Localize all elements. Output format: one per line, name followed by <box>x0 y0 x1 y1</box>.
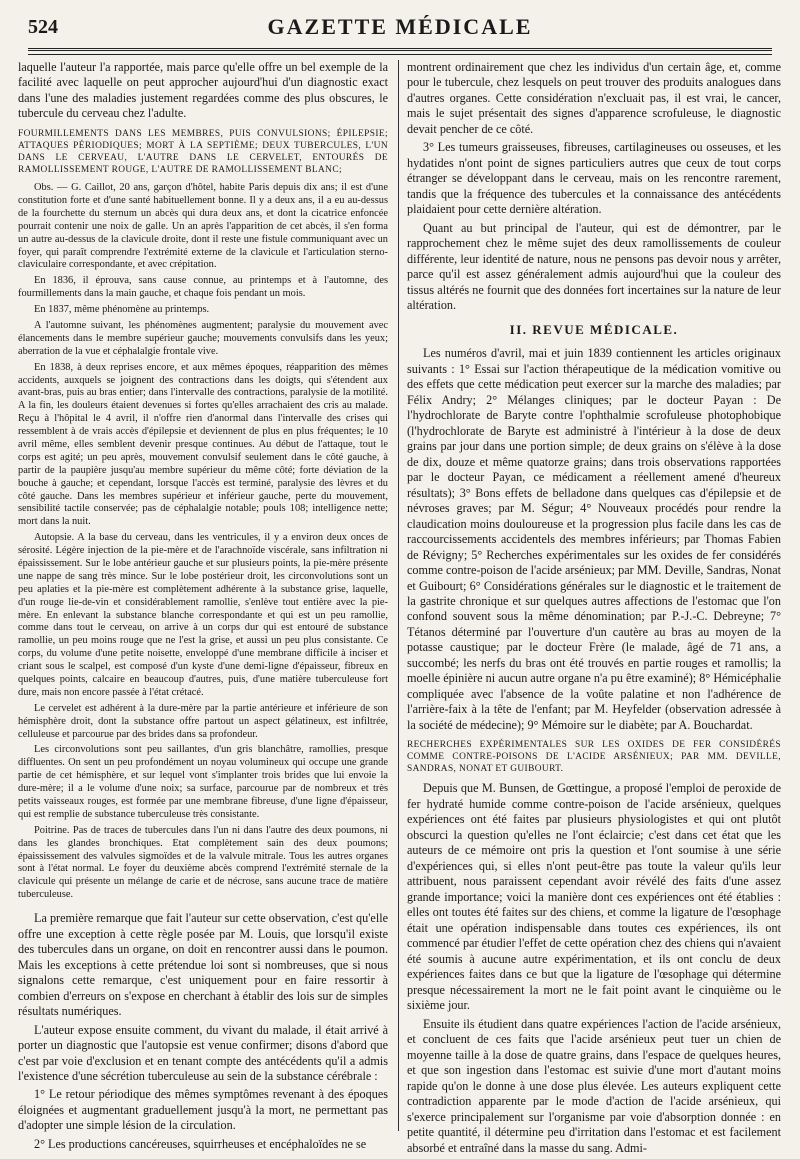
paragraph-1837: En 1837, même phénomène au printemps. <box>34 304 210 316</box>
paragraph-autopsy: Autopsie. A la base du cerveau, dans les ventricules, il y a environ deux onces de sérosité. Légère injection de la pie-mère et de l'arachnoïde viscérale, sans infiltration ni épaississement. Sur le lobe antérieur gauche et sur plusieurs points, la pie-mère présente une nappe de sang très mince. Sur le lobe postérieur droit, les circonvolutions sont un peu aplaties et la pie-mère est complètement adhérente à la substance grise, laquelle, d'un rouge lie-de-vin et considérablement ramollie, s'enlève tout entière avec la pie-mère. En enlevant la substance blanche correspondante et qui est un peu ramollie, comme dans tout le cerveau, on arrive à un corps dur qui est entouré de substance ramollie, un peu moins rouge que ne l'est la grise, et aussi un peu plus consistante. Ce corps, du volume d'une petite noisette, enveloppé d'une membrane difficile à inciser et criant sous le scalpel, est composé d'un kyste d'une demi-ligne d'épaisseur, fibreux en quelques points, calcaire en beaucoup d'autres, puis, d'une matière tuberculeuse fort dure, mais non encore passée à l'état crétacé. <box>18 532 388 698</box>
column-separator <box>398 60 399 1131</box>
paragraph-bunsen: Depuis que M. Bunsen, de Gœttingue, a proposé l'emploi de peroxide de fer hydraté humide comme contre-poison de l'acide arsénieux, quelques expériences ont été faites par plusieurs physiologistes et qui ont plutôt obscurci la question qu'elles ne l'ont éclaircie; c'est dans cet état que les auteurs de ce mémoire ont pris la question et l'ont soumise à une série d'expériences qui, si elles n'ont peut-être pas toute la valeur qu'ils leur attribuent, nous paraissent cependant avoir révélé des faits d'une assez grande importance; voici la manière dont ces expériences ont été établies : elles ont toutes été faites sur des chiens, et comme la ligature de l'œsophage était une opération indispensable dans toutes ces expériences, ils ont commencé par étudier l'effet de cette opération chez des chiens qui n'avaient été soumis à aucune autre expérimentation, et ils ont conclu de deux expériences faites dans ce but que la ligature de l'œsophage qui détermine presque nécessairement la mort ne le fait point avant le cinquième ou le sixième jour. <box>407 781 781 1013</box>
right-column <box>407 60 781 1159</box>
paragraph-cerebellum: Le cervelet est adhérent à la dure-mère par la partie antérieure et inférieure de son hémisphère droit, dont la substance offre partout un aspect gélatineux, est infiltrée, celluleuse et parcourue par des brides dans sa profondeur. <box>18 702 388 740</box>
paragraph-1836: En 1836, il éprouva, sans cause connue, au printemps et à l'automne, des fourmillements dans la main gauche, et chaque fois pendant un mois. <box>18 275 388 300</box>
paragraph-purpose: Quant au but principal de l'auteur, qui est de démontrer, par le rapprochement chez le même sujet des deux ramollissements de couleur différente, leur identité de nature, nous ne pensons pas devoir nous y arrêter, parce qu'il est assez généralement admis aujourd'hui que la couleur des tissus altérés ne fournit que des données fort incertaines sur la nature de leur altération. <box>407 220 781 313</box>
journal-title: GAZETTE MÉDICALE <box>267 14 533 39</box>
paragraph-autumn: A l'automne suivant, les phénomènes augmentent; paralysie du mouvement avec élancements dans le membre supérieur gauche; mouvements convulsifs dans les yeux; aberration de la vue et céphalalgie frontale vive. <box>18 319 388 357</box>
observation-block <box>18 182 388 902</box>
paragraph-continued: montrent ordinairement que chez les individus d'un certain âge, et, comme pour le tubercule, chez lesquels on peut trouver des produits analogues dans d'autres organes. Cette considération n'excluait pas, il est vrai, le cancer, mais le sujet présentait des signes d'apparence scrofuleuse, le diagnostic devait pencher de ce côté. <box>407 60 781 136</box>
header-rule <box>28 48 772 55</box>
paragraph-1838: En 1838, à deux reprises encore, et aux mêmes époques, réapparition des mêmes accidents, auxquels se joignent des contractions dans les doigts, qui s'étendent aux avant-bras, puis au bras entier; dans l'intervalle des contractions, paralysie de la motilité. A la fin, les douleurs étaient devenues si fortes qu'elles arrachaient des cris au malade. Reçu à l'hôpital le 4 avril, il n'offre rien d'anormal dans l'intervalle des crises qui ressemblent à de vrais accès d'épilepsie et deviennent de plus en plus fréquentes; le 10 avril même, elles semblent devenir presque continues. Au début de l'attaque, tout le corps est agité; un peu après, mouvement convulsif seulement dans le côté gauche, à partir de la paupière jusqu'au membre supérieur du même côté; forte déviation de la bouche à gauche; et cependant, lorsque l'accès est terminé, paralysie des lèvres et du côté gauche. Dans les membres supérieur et inférieur gauche, perte du mouvement, sensibilité tactile conservée; pas de céphalalgie notable; pouls 108; intelligence nette; mort dans la nuit. <box>18 361 388 528</box>
case-heading: FOURMILLEMENTS DANS LES MEMBRES, PUIS CONVULSIONS; ÉPILEPSIE; ATTAQUES PÉRIODIQUES; MORT À LA SEPTIÈME; DEUX TUBERCULES, L'UN DANS LE CERVEAU, L'AUTRE DANS LE CERVELET, ENTOURÉS DE RAMOLLISSEMENT ROUGE, L'AUTRE DE RAMOLLISSEMENT BLANC; <box>18 128 388 176</box>
paragraph-convolutions: Les circonvolutions sont peu saillantes, d'un gris blanchâtre, ramollies, presque diffluentes. On sent un peu profondément un noyau volumineux qui occupe une grande partie de cet hémisphère, et sur lequel vont s'implanter trois brides que lui envoie la dure-mère; il a le volume d'une noix; sa surface, parcourue par de nombreux et très petits vaisseaux rouges, est formée par une membrane fibreuse, d'une ligne d'épaisseur, qui est remplie de substance tuberculeuse très consistante. <box>18 744 388 820</box>
section-heading: II. REVUE MÉDICALE. <box>509 321 679 337</box>
paragraph-point-3: 3° Les tumeurs graisseuses, fibreuses, cartilagineuses ou osseuses, et les hydatides n'ont point de signes particuliers autres que ceux de tout corps étranger se développant dans le cerveau, mais on les rencontre rarement, tandis que la fréquence des tubercules et la connaissance des antécédents plaidaient pour cette dernière altération. <box>407 140 781 217</box>
paragraph-remark: La première remarque que fait l'auteur sur cette observation, c'est qu'elle offre une exception à cette règle posée par M. Louis, que lorsqu'il existe des tubercules dans un organe, on doit en rencontrer aussi dans le poumon. Mais les exceptions à cette prétendue loi sont si nombreuses, que si nous signalons cette remarque, c'est uniquement pour en faire ressortir à combien d'erreurs on s'expose en cherchant à établir des lois sur de simples résultats numériques. <box>18 911 388 1019</box>
paragraph-point-1: 1° Le retour périodique des mêmes symptômes revenant à des époques éloignées et augmentant graduellement jusqu'à la mort, ne permettant pas d'adopter une simple lésion de la circulation. <box>18 1087 388 1133</box>
article-heading: RECHERCHES EXPÉRIMENTALES SUR LES OXIDES DE FER CONSIDÉRÉS COMME CONTRE-POISONS DE L'ACIDE ARSÉNIEUX; PAR MM. DEVILLE, SANDRAS, NONAT ET GUIBOURT. <box>407 740 781 775</box>
paragraph-issues: Les numéros d'avril, mai et juin 1839 contiennent les articles originaux suivants : 1° Essai sur l'action thérapeutique de la médication vomitive ou des effets que cette médication peut exercer sur la marche des maladies; par Félix Andry; 2° Mélanges cliniques; par le docteur Payan : De l'hydrochlorate de Baryte contre l'ophthalmie scrofuleuse photophobique (l'hydrochlorate de Baryte est administré à l'intérieur à la dose de deux grains par jour dans une portion simple; de deux grains on s'élève à la dose de dix, douze et même quatorze grains; dans trois observations rapportées par le docteur Payan, ce médicament a réellement amené d'heureux résultats); 3° Bons effets de belladone dans quelques cas d'épilepsie et de névroses graves; par M. Ségur; 4° Nouveaux procédés pour rendre la claudication moins douloureuse et la progression plus facile dans les cas de raccourcissements accidentels des membres inférieurs; par Thomas Fabien de Révigny; 5° Recherches expérimentales sur les oxides de fer considérés comme contre-poison de l'acide arsénieux; par MM. Deville, Sandras, Nonat et Guibourt; 6° Considérations générales sur le diagnostic et le traitement de la gastrite chronique et sur quelques autres affections de l'estomac que l'on confond souvent sous la même dénomination; par P.-J.-C. Debreyne; 7° Tétanos déterminé par l'ouverture d'un cautère au bras au moyen de la potasse caustique; par le docteur Frère (le malade, âgé de 71 ans, a succombé; les nerfs du bras ont été trouvés en partie rouges et ramollis; la moelle épinière ni aucun autre organe n'a pu être examiné); 8° Hémicéphalie compliquée avec l'absence de la voûte palatine et non l'adhérence de l'arrière-faix à la tête de l'enfant; par M. Heyfelder (observation adressée à la société de médecine); 9° Mémoire sur le diabète; par A. Bouchardat. <box>407 346 781 732</box>
page-number: 524 <box>28 16 58 38</box>
paragraph-diagnosis: L'auteur expose ensuite comment, du vivant du malade, il était arrivé à porter un diagnostic que l'autopsie est venue confirmer; disons d'abord que c'est par voie d'exclusion et en tenant compte des antécédents qu'il a admis l'existence d'une sécrétion tuberculeuse au sein de la substance cérébrale : <box>18 1022 388 1083</box>
paragraph-experiments: Ensuite ils étudient dans quatre expériences l'action de l'acide arsénieux, et concluent de ces faits que l'acide arsénieux peut tuer un chien de moyenne taille à la dose de quatre grains, dans l'espace de quelques heures, et que son ingestion dans l'estomac est suivie d'une mort d'autant moins rapide qu'on le donne à une dose plus élevée. Les auteurs expliquent cette contradiction apparente par le mode d'action de l'acide arsénieux, qui s'exerce principalement sur l'organisme par voie d'absorption donnée : en petite quantité, il détermine peu d'irritation dans l'estomac et est facilement absorbé et entraîné dans la masse du sang. Admi- <box>407 1016 781 1155</box>
paragraph-obs: Obs. — G. Caillot, 20 ans, garçon d'hôtel, habite Paris depuis dix ans; il est d'une constitution forte et d'une santé habituellement bonne. Il y a deux ans, il a eu au-dessus de la fourchette du sternum un abcès qui dura deux ans, et dont la cicatrice enfoncée pourrait contenir une noix de galle. Un an après l'apparition de cet abcès, il s'en forma un autre au-dessus de la clavicule droite, dont il reste une fistule communiquant avec un foyer, qui paraît comprendre l'extrémité externe de la clavicule et l'articulation sterno-claviculaire correspondante, et avec crépitation. <box>18 182 388 271</box>
paragraph-intro: laquelle l'auteur l'a rapportée, mais parce qu'elle offre un bel exemple de la facilité avec laquelle on peut approcher aujourd'hui d'un diagnostic exact dans l'une des maladies justement regardées comme des plus obscures, le tubercule du cerveau chez l'adulte. <box>18 60 388 121</box>
paragraph-point-2: 2° Les productions cancéreuses, squirrheuses et encéphaloïdes ne se <box>34 1136 367 1151</box>
page-header <box>28 14 772 44</box>
left-column <box>18 60 388 1155</box>
paragraph-chest: Poitrine. Pas de traces de tubercules dans l'un ni dans l'autre des deux poumons, ni dans les glandes bronchiques. Etat complètement sain des deux poumons; épaississement des valvules sigmoïdes et de la valvule mitrale. Tous les autres organes sont à l'état normal. Le foyer du deuxième abcès comprend l'extrémité sternale de la clavicule qui présente un mélange de carie et de nécrose, sans aucune trace de matière tuberculeuse. <box>18 824 388 901</box>
